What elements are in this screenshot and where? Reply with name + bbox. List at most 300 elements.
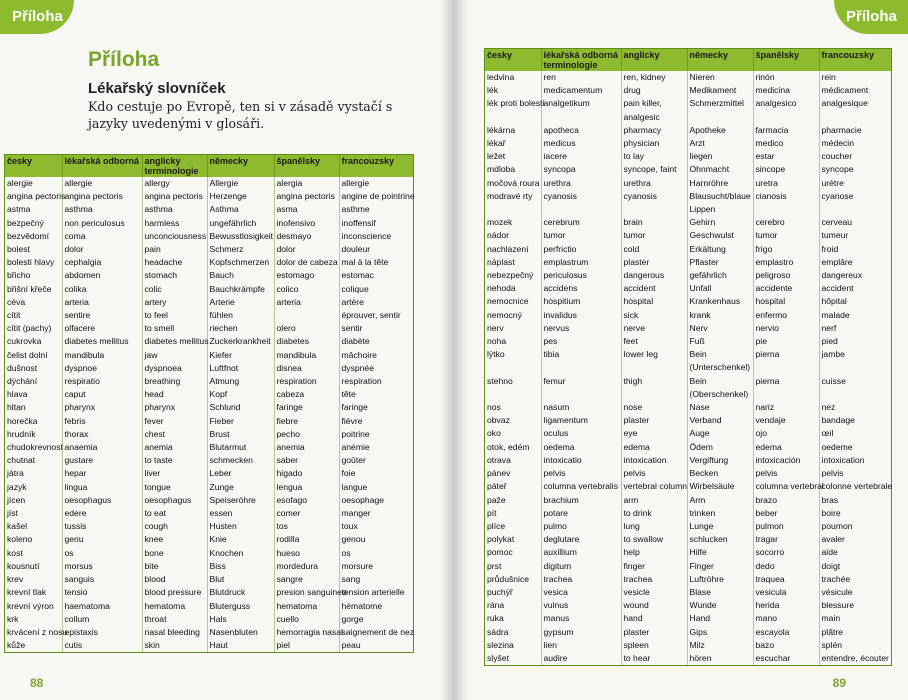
cell-text: douleur xyxy=(341,244,371,255)
table-cell xyxy=(274,415,339,428)
table-cell xyxy=(621,639,687,652)
table-cell xyxy=(62,401,142,414)
cell-text: oesophage xyxy=(341,494,385,505)
table-cell xyxy=(541,533,621,546)
cell-text: Medikament xyxy=(689,85,737,96)
table-row xyxy=(485,256,891,269)
page-number: 88 xyxy=(30,676,44,690)
table-cell xyxy=(819,626,891,639)
cell-text: peligroso xyxy=(755,270,791,281)
table-cell xyxy=(819,414,891,427)
column-header: lékařská odborná xyxy=(62,155,142,177)
table-row xyxy=(485,546,891,559)
table-cell xyxy=(819,97,891,123)
cell-text: arteria xyxy=(276,296,301,307)
table-cell xyxy=(339,230,413,243)
cell-text: asthme xyxy=(341,204,370,215)
table-row xyxy=(5,256,413,269)
cell-text: cutis xyxy=(64,640,83,651)
cell-text: drug xyxy=(623,85,641,96)
table-cell xyxy=(274,626,343,639)
table-cell xyxy=(753,150,819,163)
table-cell xyxy=(142,309,207,322)
table-cell xyxy=(274,547,339,560)
table-cell xyxy=(541,546,621,559)
table-cell xyxy=(541,507,621,520)
table-cell xyxy=(339,309,413,322)
cell-text: vesica xyxy=(543,586,568,597)
table-row xyxy=(485,97,891,123)
cell-text: Milz xyxy=(689,639,705,650)
section-tab: Příloha xyxy=(834,0,908,34)
table-cell xyxy=(485,546,541,559)
table-row xyxy=(5,494,413,507)
cell-text: Atmung xyxy=(209,376,240,387)
cell-text: intoxication xyxy=(821,454,865,465)
cell-text: periculosus xyxy=(543,270,587,281)
cell-text: dolor xyxy=(276,244,296,255)
table-cell xyxy=(541,573,621,586)
cell-text: trachea xyxy=(543,573,573,584)
column-header: německy xyxy=(207,155,274,177)
cell-text: medicus xyxy=(543,138,576,149)
table-cell xyxy=(207,428,274,441)
table-cell xyxy=(753,269,819,282)
cell-text: splén xyxy=(821,639,843,650)
cell-text: morsure xyxy=(341,560,374,571)
cell-text: mandibula xyxy=(276,349,317,360)
table-cell xyxy=(339,560,413,573)
cell-text: Arm xyxy=(689,494,706,505)
cell-text: riechen xyxy=(209,323,238,334)
table-cell xyxy=(485,163,541,176)
table-cell xyxy=(687,639,753,652)
table-row xyxy=(485,599,891,612)
cell-text: cuisse xyxy=(821,375,846,386)
cell-text: Erkältung xyxy=(689,243,726,254)
table-cell xyxy=(541,229,621,242)
table-cell xyxy=(274,560,339,573)
table-cell xyxy=(819,348,891,374)
cell-text: morsus xyxy=(64,560,93,571)
table-cell xyxy=(5,283,62,296)
cell-text: cyanose xyxy=(821,190,854,201)
table-cell xyxy=(274,600,339,613)
cell-text: plaster xyxy=(623,256,650,267)
table-cell xyxy=(5,626,68,639)
cell-text: Blutarmut xyxy=(209,442,247,453)
cell-text: Fieber xyxy=(209,415,234,426)
cell-text: rein xyxy=(821,72,836,82)
table-cell xyxy=(753,401,819,414)
table-cell xyxy=(621,414,687,427)
table-cell xyxy=(62,217,142,230)
table-cell xyxy=(819,229,891,242)
table-cell xyxy=(753,348,819,374)
table-cell xyxy=(5,322,62,335)
cell-text: genu xyxy=(64,534,84,545)
cell-text: hand xyxy=(623,613,643,624)
table-cell xyxy=(819,586,891,599)
table-cell xyxy=(62,441,142,454)
cell-text: plíce xyxy=(487,520,506,531)
table-cell xyxy=(541,243,621,256)
glossary-table-left xyxy=(4,154,414,653)
cell-text: pecho xyxy=(276,428,300,439)
cell-text: doigt xyxy=(821,560,841,571)
cell-text: apotheca xyxy=(543,124,579,135)
table-row xyxy=(5,573,413,586)
cell-text: bolesti hlavy xyxy=(7,257,55,268)
cell-text: bezpečný xyxy=(7,217,44,228)
cell-text: to swallow xyxy=(623,534,664,545)
table-cell xyxy=(621,348,687,374)
table-cell xyxy=(819,520,891,533)
cell-text: esofago xyxy=(276,494,308,505)
cell-text: langue xyxy=(341,481,368,492)
cell-text: vendaje xyxy=(755,415,786,426)
cell-text: tos xyxy=(276,521,288,532)
cell-text: plâtre xyxy=(821,626,843,637)
cell-text: horečka xyxy=(7,415,38,426)
cell-text: main xyxy=(821,613,841,624)
table-cell xyxy=(687,243,753,256)
cell-text: dolor de cabeza xyxy=(276,257,338,268)
cell-text: inofensivo xyxy=(276,217,316,228)
cell-text: femur xyxy=(543,375,566,386)
cell-text: asthma xyxy=(144,204,173,215)
table-cell xyxy=(687,97,753,123)
table-cell xyxy=(687,348,753,374)
cell-text: medicina xyxy=(755,85,790,96)
table-cell xyxy=(5,256,62,269)
cell-text: accident xyxy=(623,283,656,294)
table-cell xyxy=(207,217,274,230)
cell-text: Hals xyxy=(209,613,227,624)
cell-text: brain xyxy=(623,217,643,228)
cell-text: diabetes mellitus xyxy=(64,336,129,347)
cell-text: febris xyxy=(64,415,86,426)
cell-text: bezvědomí xyxy=(7,230,50,241)
table-cell xyxy=(207,626,274,639)
table-cell xyxy=(5,520,62,533)
cell-text: lung xyxy=(623,520,640,531)
table-cell xyxy=(142,415,207,428)
table-cell xyxy=(819,282,891,295)
cell-text: to smell xyxy=(144,323,175,334)
table-cell xyxy=(5,481,62,494)
cell-text: desmayo xyxy=(276,230,312,241)
cell-text: saber xyxy=(276,455,298,466)
cell-text: kousnutí xyxy=(7,560,40,571)
table-cell xyxy=(62,269,142,282)
cell-text: cabeza xyxy=(276,389,305,400)
cell-text: liver xyxy=(144,468,161,479)
table-row xyxy=(5,230,413,243)
cell-text: thorax xyxy=(64,428,89,439)
table-row xyxy=(5,533,413,546)
cell-text: edema xyxy=(755,441,782,452)
cell-text: nerve xyxy=(623,322,645,333)
cell-text: caput xyxy=(64,389,86,400)
cell-text: cyanosis xyxy=(543,190,577,201)
table-cell xyxy=(142,190,207,203)
table-cell xyxy=(485,441,541,454)
table-cell xyxy=(5,467,62,480)
table-cell xyxy=(485,269,541,282)
table-row xyxy=(5,467,413,480)
cell-text: angina pectoris xyxy=(64,191,123,202)
cell-text: blood pressure xyxy=(144,587,202,598)
cell-text: Asthma xyxy=(209,204,239,215)
table-cell xyxy=(339,296,413,309)
table-cell xyxy=(5,613,62,626)
table-cell xyxy=(819,639,891,652)
cell-text: accidens xyxy=(543,283,578,294)
cell-text: pelvis xyxy=(755,468,778,479)
cell-text: lékárna xyxy=(487,124,516,135)
cell-text: headache xyxy=(144,257,183,268)
cell-text: edema xyxy=(623,441,650,452)
table-row xyxy=(485,282,891,295)
table-cell xyxy=(62,415,142,428)
table-row xyxy=(485,612,891,625)
table-cell xyxy=(621,494,687,507)
cell-text: nez xyxy=(821,402,836,413)
cell-text: saignement de nez xyxy=(341,626,415,637)
table-cell xyxy=(687,494,753,507)
cell-text: anemia xyxy=(276,442,305,453)
table-cell xyxy=(541,427,621,440)
table-cell xyxy=(687,427,753,440)
cell-text: jambe xyxy=(821,349,845,360)
table-row xyxy=(5,335,413,348)
table-cell xyxy=(485,124,541,137)
table-cell xyxy=(207,520,274,533)
table-cell xyxy=(753,573,819,586)
table-cell xyxy=(207,494,274,507)
cell-text: slezina xyxy=(487,639,514,650)
table-cell xyxy=(621,586,687,599)
table-cell xyxy=(62,230,142,243)
table-cell xyxy=(339,573,413,586)
table-cell xyxy=(485,243,541,256)
cell-text: spleen xyxy=(623,639,649,650)
table-cell xyxy=(274,296,339,309)
table-cell xyxy=(485,454,541,467)
cell-text: cough xyxy=(144,521,168,532)
table-cell xyxy=(207,401,274,414)
cell-text: Luftfnot xyxy=(209,362,239,373)
cell-text: nachlazení xyxy=(487,243,529,254)
table-cell xyxy=(687,282,753,295)
table-cell xyxy=(485,295,541,308)
table-row xyxy=(485,427,891,440)
cell-text: médecin xyxy=(821,138,854,149)
cell-text: invalidus xyxy=(543,309,577,320)
cell-text: tumor xyxy=(755,230,778,241)
cell-text: angine de pointrine xyxy=(341,191,415,202)
cell-text: Luftröhre xyxy=(689,573,724,584)
cell-text: pes xyxy=(543,336,558,347)
table-cell xyxy=(687,322,753,335)
table-row xyxy=(5,520,413,533)
table-cell xyxy=(485,507,541,520)
table-cell xyxy=(621,335,687,348)
cell-text: to feel xyxy=(144,310,168,321)
table-cell xyxy=(207,454,274,467)
cell-text: tension arterielle xyxy=(341,587,405,598)
cell-text: potare xyxy=(543,507,568,518)
table-cell xyxy=(541,84,621,97)
cell-text: trachea xyxy=(623,573,653,584)
table-cell xyxy=(621,322,687,335)
cell-text: hematoma xyxy=(276,600,318,611)
table-cell xyxy=(339,322,413,335)
table-cell xyxy=(5,415,62,428)
cell-text: lingua xyxy=(64,481,88,492)
table-cell xyxy=(62,428,142,441)
table-cell xyxy=(339,454,413,467)
table-cell xyxy=(541,599,621,612)
cell-text: dangereux xyxy=(821,270,863,281)
cell-text: Brust xyxy=(209,428,230,439)
cell-text: genou xyxy=(341,534,366,545)
cell-text: jaw xyxy=(144,349,158,360)
table-cell xyxy=(541,441,621,454)
cell-text: fièvre xyxy=(341,415,363,426)
cell-text: ruka xyxy=(487,613,504,624)
cell-text: otrava xyxy=(487,454,511,465)
table-cell xyxy=(62,454,142,467)
cell-text: pelvis xyxy=(821,468,844,479)
cell-text: astma xyxy=(7,204,31,215)
table-cell xyxy=(339,415,413,428)
table-cell xyxy=(339,401,413,414)
intro-paragraph: Kdo cestuje po Evropě, ten si v zásadě vystačí s jazyky uvedenými v glosáři. xyxy=(88,99,393,131)
cell-text: manus xyxy=(543,613,570,624)
cell-text: alergia xyxy=(276,178,303,188)
table-row xyxy=(5,309,413,322)
table-cell xyxy=(687,269,753,282)
table-cell xyxy=(5,586,62,599)
table-cell xyxy=(62,600,142,613)
table-cell xyxy=(142,586,207,599)
cell-text: průdušnice xyxy=(487,573,530,584)
table-row xyxy=(5,190,413,203)
table-cell xyxy=(207,481,274,494)
table-cell xyxy=(207,547,274,560)
cell-text: Vergiftung xyxy=(689,454,729,465)
table-cell xyxy=(819,295,891,308)
cell-text: diabetes mellitus xyxy=(144,336,209,347)
cell-text: Husten xyxy=(209,521,237,532)
table-cell xyxy=(621,533,687,546)
cell-text: arteria xyxy=(64,296,89,307)
table-cell xyxy=(207,203,274,216)
table-cell xyxy=(687,599,753,612)
table-cell xyxy=(5,349,62,362)
cell-text: břišní křeče xyxy=(7,283,52,294)
cell-text: Unfall xyxy=(689,283,712,294)
cell-text: pít xyxy=(487,507,497,518)
table-cell xyxy=(541,560,621,573)
table-row xyxy=(5,428,413,441)
cell-text: Gips xyxy=(689,626,708,637)
cell-text: faringe xyxy=(276,402,303,413)
cell-text: tussis xyxy=(64,521,87,532)
cell-text: Knie xyxy=(209,534,227,545)
cell-text: columna vertebral xyxy=(755,481,824,492)
cell-text: tumor xyxy=(543,230,566,241)
table-cell xyxy=(485,573,541,586)
table-cell xyxy=(485,520,541,533)
cell-text: knee xyxy=(144,534,164,545)
column-header: španělsky xyxy=(753,49,819,71)
cell-text: faringe xyxy=(341,402,368,413)
table-cell xyxy=(142,441,207,454)
table-cell xyxy=(207,415,274,428)
table-cell xyxy=(541,626,621,639)
table-cell xyxy=(819,71,891,84)
table-row xyxy=(485,348,891,374)
table-cell xyxy=(274,454,339,467)
table-row xyxy=(485,124,891,137)
table-cell xyxy=(687,480,753,493)
table-cell xyxy=(541,322,621,335)
table-cell xyxy=(541,652,621,665)
cell-text: analgetikum xyxy=(543,98,590,109)
table-cell xyxy=(207,533,274,546)
table-cell xyxy=(621,626,687,639)
table-cell xyxy=(621,309,687,322)
cell-text: nariz xyxy=(755,402,775,413)
cell-text: Nerv xyxy=(689,322,708,333)
cell-text: tongue xyxy=(144,481,171,492)
table-cell xyxy=(339,243,413,256)
table-row xyxy=(485,216,891,229)
table-row xyxy=(5,441,413,454)
table-cell xyxy=(207,296,274,309)
cell-text: peau xyxy=(341,640,361,651)
table-cell xyxy=(62,613,142,626)
cell-text: pie xyxy=(755,336,767,347)
table-cell xyxy=(142,626,207,639)
table-row xyxy=(485,507,891,520)
cell-text: Ödem xyxy=(689,441,713,452)
cell-text: hrudník xyxy=(7,428,36,439)
table-cell xyxy=(339,217,413,230)
cell-text: unconciousness xyxy=(144,230,207,241)
table-cell xyxy=(5,243,62,256)
table-row xyxy=(5,481,413,494)
cell-text: pain killer, xyxy=(623,98,662,109)
cell-text: eye xyxy=(623,428,638,439)
table-cell xyxy=(339,362,413,375)
table-cell xyxy=(687,124,753,137)
cell-text: escuchar xyxy=(755,652,791,663)
cell-text: hlava xyxy=(7,389,28,400)
cell-text: respiration xyxy=(276,376,317,387)
table-cell xyxy=(819,309,891,322)
cell-text: diabète xyxy=(341,336,370,347)
cell-text: lék xyxy=(487,85,498,96)
table-cell xyxy=(5,428,62,441)
table-row xyxy=(485,414,891,427)
cell-text: mdloba xyxy=(487,164,516,175)
cell-text: nemocnice xyxy=(487,296,529,307)
table-cell xyxy=(819,335,891,348)
